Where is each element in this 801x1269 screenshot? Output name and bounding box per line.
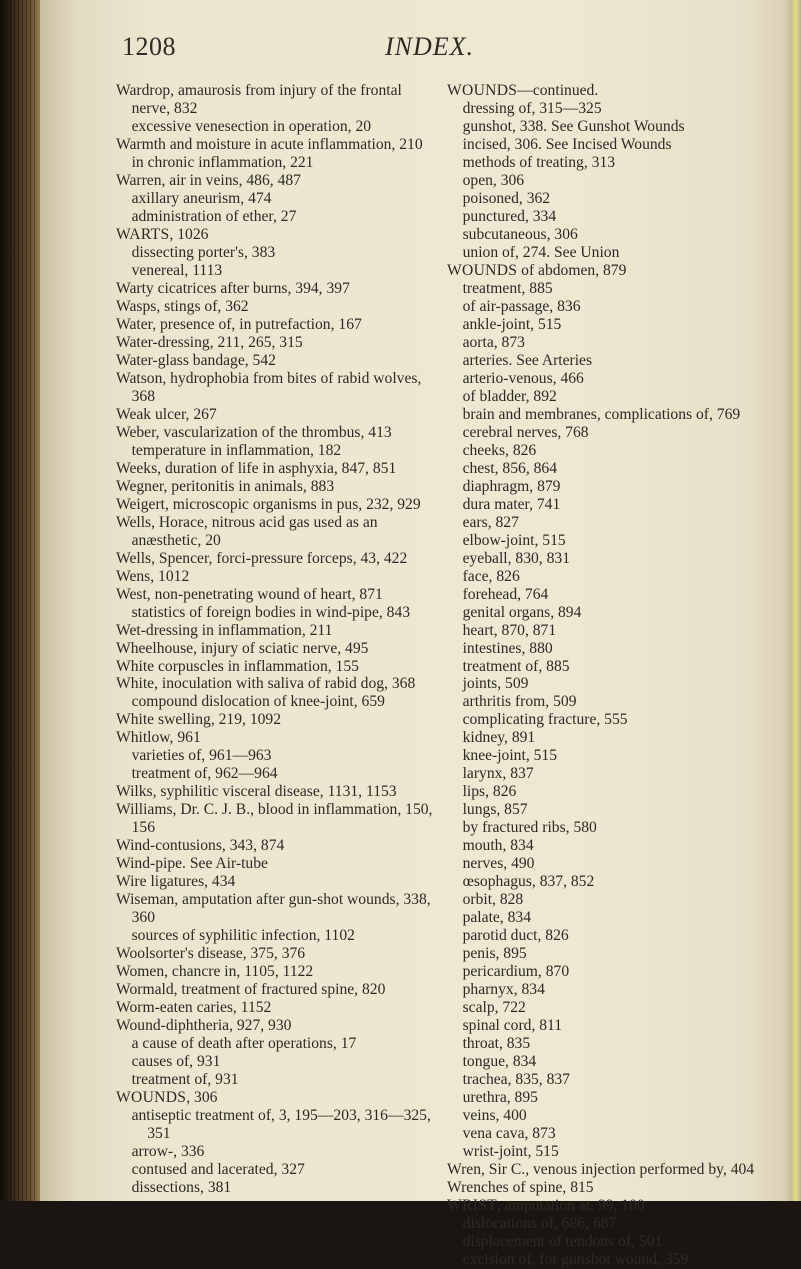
index-subentry: a cause of death after operations, 17 xyxy=(131,1035,357,1053)
index-entry: Watson, hydrophobia from bites of rabid wolves, 368 xyxy=(116,369,422,405)
index-subentry: excessive venesection in operation, 20 xyxy=(131,117,372,135)
index-entry: Wind-contusions, 343, 874 xyxy=(116,837,285,855)
index-subentry: throat, 835 xyxy=(462,1035,531,1053)
index-subentry: mouth, 834 xyxy=(462,837,534,855)
index-subentry: penis, 895 xyxy=(462,945,527,963)
index-subentry: antiseptic treatment of, 3, 195—203, 316—325, 351 xyxy=(131,1107,431,1143)
index-subentry: tongue, 834 xyxy=(462,1053,537,1071)
index-subentry: aorta, 873 xyxy=(462,333,525,351)
index-entry: Water-glass bandage, 542 xyxy=(116,351,276,369)
index-subentry: spinal cord, 811 xyxy=(462,1017,563,1035)
index-subentry: sources of syphilitic infection, 1102 xyxy=(131,927,355,945)
index-entry: Weigert, microscopic organisms in pus, 232, 929 xyxy=(116,495,421,513)
index-subentry: treatment of, 885 xyxy=(462,657,570,675)
running-title: INDEX. xyxy=(385,32,475,61)
index-subentry: intestines, 880 xyxy=(462,639,553,657)
index-subentry: temperature in inflammation, 182 xyxy=(131,441,342,459)
index-subentry: open, 306 xyxy=(462,171,525,189)
index-entry: West, non-penetrating wound of heart, 871 xyxy=(116,585,383,603)
index-subentry: axillary aneurism, 474 xyxy=(131,189,272,207)
index-entry: Wormald, treatment of fractured spine, 820 xyxy=(116,981,386,999)
index-entry: Warren, air in veins, 486, 487 xyxy=(116,171,301,189)
index-subentry: punctured, 334 xyxy=(462,207,557,225)
index-entry: Wind-pipe. See Air-tube xyxy=(116,855,268,873)
index-subentry: wrist-joint, 515 xyxy=(462,1143,559,1161)
index-entry: Weak ulcer, 267 xyxy=(116,405,217,423)
index-subentry: compound dislocation of knee-joint, 659 xyxy=(131,693,385,711)
index-entry: WOUNDS—continued. xyxy=(447,82,599,99)
index-entry: WARTS, 1026 xyxy=(116,225,209,243)
index-subentry: arteries. See Arteries xyxy=(462,351,593,369)
index-subentry: causes of, 931 xyxy=(131,1053,221,1071)
index-subentry: statistics of foreign bodies in wind-pipe, 843 xyxy=(131,603,411,621)
index-subentry: treatment of, 931 xyxy=(131,1071,239,1089)
index-entry: Wasps, stings of, 362 xyxy=(116,297,249,315)
index-subentry: kidney, 891 xyxy=(462,729,536,747)
index-subentry: cheeks, 826 xyxy=(462,441,537,459)
index-entry: Water-dressing, 211, 265, 315 xyxy=(116,333,303,351)
index-entry: White swelling, 219, 1092 xyxy=(116,711,282,729)
index-subentry: parotid duct, 826 xyxy=(462,927,569,945)
index-entry: Warty cicatrices after burns, 394, 397 xyxy=(116,279,350,297)
index-subentry: scalp, 722 xyxy=(462,999,526,1017)
index-entry: Wardrop, amaurosis from injury of the frontal nerve, 832 xyxy=(116,82,402,117)
index-subentry: eyeball, 830, 831 xyxy=(462,549,570,567)
index-subentry: vena cava, 873 xyxy=(462,1125,556,1143)
index-subentry: dura mater, 741 xyxy=(462,495,561,513)
index-entry: Wire ligatures, 434 xyxy=(116,873,236,891)
book-spine xyxy=(0,0,44,1201)
index-subentry: dissecting porter's, 383 xyxy=(131,243,276,261)
index-subentry: contused and lacerated, 327 xyxy=(131,1161,305,1179)
index-subentry: palate, 834 xyxy=(462,909,532,927)
index-entry: Water, presence of, in putrefaction, 167 xyxy=(116,315,362,333)
index-entry: Wens, 1012 xyxy=(116,567,190,585)
index-entry: Wells, Horace, nitrous acid gas used as an anæsthetic, 20 xyxy=(116,513,378,549)
index-subentry: face, 826 xyxy=(462,567,520,585)
index-subentry: lips, 826 xyxy=(462,783,517,801)
index-subentry: joints, 509 xyxy=(462,675,529,693)
index-subentry: of bladder, 892 xyxy=(462,387,557,405)
index-subentry: venereal, 1113 xyxy=(131,261,223,279)
index-entry: Wells, Spencer, forci-pressure forceps, 43, 422 xyxy=(116,549,408,567)
index-entry: Women, chancre in, 1105, 1122 xyxy=(116,963,314,981)
index-subentry: trachea, 835, 837 xyxy=(462,1071,570,1089)
index-column-left xyxy=(116,82,436,1197)
index-subentry: subcutaneous, 306 xyxy=(462,225,578,243)
index-entry: Williams, Dr. C. J. B., blood in inflammation, 150, 156 xyxy=(116,801,433,837)
index-subentry: by fractured ribs, 580 xyxy=(462,819,597,837)
index-entry: Wren, Sir C., venous injection performed by, 404 xyxy=(447,1161,755,1179)
index-entry: White, inoculation with saliva of rabid dog, 368 xyxy=(116,675,416,693)
index-entry: WOUNDS of abdomen, 879 xyxy=(447,261,627,279)
index-subentry: knee-joint, 515 xyxy=(462,747,558,765)
index-subentry: brain and membranes, complications of, 769 xyxy=(462,405,741,423)
index-subentry: complicating fracture, 555 xyxy=(462,711,628,729)
index-subentry: varieties of, 961—963 xyxy=(131,747,272,765)
index-subentry: orbit, 828 xyxy=(462,891,524,909)
index-subentry: dressing of, 315—325 xyxy=(462,99,602,117)
index-subentry: larynx, 837 xyxy=(462,765,534,783)
index-subentry: arthritis from, 509 xyxy=(462,693,577,711)
index-subentry: union of, 274. See Union xyxy=(462,243,620,261)
index-entry: Wound-diphtheria, 927, 930 xyxy=(116,1017,292,1035)
spine-texture xyxy=(6,0,36,1201)
index-subentry: displacement of tendons of, 501 xyxy=(462,1233,663,1250)
index-subentry: chest, 856, 864 xyxy=(462,459,558,477)
index-entry: Worm-eaten caries, 1152 xyxy=(116,999,272,1017)
index-subentry: treatment, 885 xyxy=(462,279,553,297)
index-entry: Weeks, duration of life in asphyxia, 847, 851 xyxy=(116,459,397,477)
index-subentry: veins, 400 xyxy=(462,1107,527,1125)
index-subentry: nerves, 490 xyxy=(462,855,535,873)
page-number: 1208 xyxy=(122,32,176,61)
index-entry: Weber, vascularization of the thrombus, 413 xyxy=(116,423,392,441)
index-column-right xyxy=(447,82,767,1269)
index-subentry: dissections, 381 xyxy=(131,1179,232,1197)
page-header xyxy=(40,18,785,61)
index-entry: Wrenches of spine, 815 xyxy=(447,1179,594,1197)
index-entry: White corpuscles in inflammation, 155 xyxy=(116,657,359,675)
index-subentry: incised, 306. See Incised Wounds xyxy=(462,135,672,153)
index-entry: WRIST, amputation at, 99, 100 xyxy=(447,1197,645,1215)
index-subentry: elbow-joint, 515 xyxy=(462,531,566,549)
index-page xyxy=(40,0,785,1268)
index-entry: Whitlow, 961 xyxy=(116,729,201,747)
index-subentry: pericardium, 870 xyxy=(462,963,570,981)
index-subentry: urethra, 895 xyxy=(462,1089,538,1107)
index-entry: Wilks, syphilitic visceral disease, 1131, 1153 xyxy=(116,783,397,801)
index-entry: Wegner, peritonitis in animals, 883 xyxy=(116,477,335,495)
page-edge-right xyxy=(785,0,801,1201)
index-subentry: excision of, for gunshot wound, 359 xyxy=(462,1250,689,1268)
index-subentry: diaphragm, 879 xyxy=(462,477,561,495)
index-subentry: cerebral nerves, 768 xyxy=(462,423,589,441)
page-edge-highlight xyxy=(794,0,797,1201)
index-entry: Wiseman, amputation after gun-shot wounds, 338, 360 xyxy=(116,891,431,927)
index-subentry: ears, 827 xyxy=(462,513,519,531)
index-entry: Wheelhouse, injury of sciatic nerve, 495 xyxy=(116,639,369,657)
index-entry: Wet-dressing in inflammation, 211 xyxy=(116,621,333,639)
index-subentry: forehead, 764 xyxy=(462,585,549,603)
index-subentry: pharnyx, 834 xyxy=(462,981,545,999)
index-entry: Woolsorter's disease, 375, 376 xyxy=(116,945,306,963)
index-subentry: heart, 870, 871 xyxy=(462,621,557,639)
index-subentry: lungs, 857 xyxy=(462,801,528,819)
index-subentry: methods of treating, 313 xyxy=(462,153,616,171)
index-subentry: ankle-joint, 515 xyxy=(462,315,562,333)
index-subentry: of air-passage, 836 xyxy=(462,297,581,315)
index-subentry: administration of ether, 27 xyxy=(131,207,297,225)
index-entry: WOUNDS, 306 xyxy=(116,1089,218,1107)
index-subentry: arrow-, 336 xyxy=(131,1143,205,1161)
index-subentry: œsophagus, 837, 852 xyxy=(462,873,595,891)
index-subentry: poisoned, 362 xyxy=(462,189,551,207)
index-subentry: in chronic inflammation, 221 xyxy=(131,153,314,171)
index-subentry: arterio-venous, 466 xyxy=(462,369,584,387)
index-subentry: genital organs, 894 xyxy=(462,603,582,621)
index-subentry: treatment of, 962—964 xyxy=(131,765,278,783)
index-entry: Warmth and moisture in acute inflammation, 210 xyxy=(116,135,423,153)
index-subentry: gunshot, 338. See Gunshot Wounds xyxy=(462,117,685,135)
index-subentry: dislocations of, 686, 687 xyxy=(462,1215,617,1233)
